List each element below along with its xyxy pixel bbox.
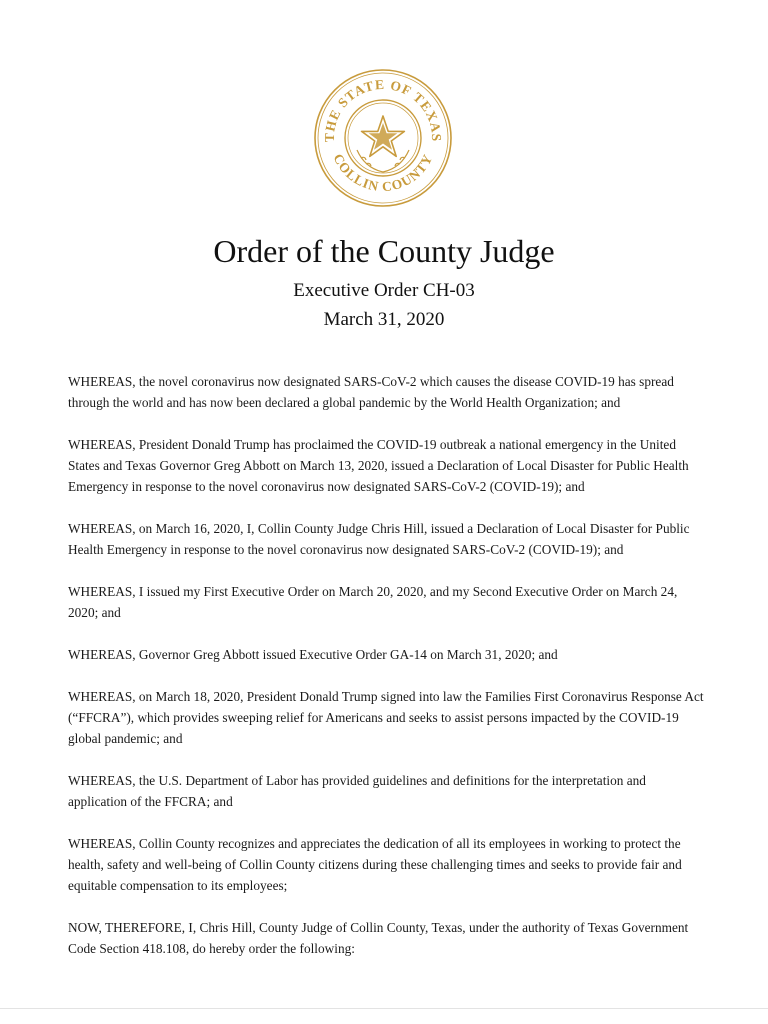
now-therefore-paragraph: NOW, THEREFORE, I, Chris Hill, County Judge of Collin County, Texas, under the authority of Texas Government Code Section 418.108, do hereby order the following: xyxy=(68,920,689,956)
whereas-paragraph: WHEREAS, on March 18, 2020, President Donald Trump signed into law the Families First Coronavirus Response Act (“FFCRA”), which provides sweeping relief for Americans and seeks to assist persons impacted by the COVID-19 global pandemic; and xyxy=(68,689,704,746)
seal-top-text: THE STATE OF TEXAS xyxy=(321,76,445,143)
order-date: March 31, 2020 xyxy=(323,309,445,330)
whereas-paragraph: WHEREAS, on March 16, 2020, I, Collin County Judge Chris Hill, issued a Declaration of Local Disaster for Public Health Emergency in response to the novel coronavirus now designated SARS-CoV-2 (COVID-19); and xyxy=(68,521,690,557)
collin-county-seal xyxy=(313,68,453,208)
whereas-paragraph: WHEREAS, Governor Greg Abbott issued Executive Order GA-14 on March 31, 2020; and xyxy=(68,647,558,662)
star-icon xyxy=(362,116,405,156)
whereas-paragraph: WHEREAS, President Donald Trump has proclaimed the COVID-19 outbreak a national emergency in the United States and Texas Governor Greg Abbott on March 13, 2020, issued a Declaration of Local Disaster for Public Health Emergency in response to the novel coronavirus now designated SARS-CoV-2 (COVID-19); and xyxy=(68,437,689,494)
order-body xyxy=(68,371,704,980)
order-number: Executive Order CH-03 xyxy=(293,280,475,301)
seal-bottom-text: COLLIN COUNTY xyxy=(330,151,436,195)
whereas-paragraph: WHEREAS, the novel coronavirus now designated SARS-CoV-2 which causes the disease COVID-19 has spread through the world and has now been declared a global pandemic by the World Health Organization; and xyxy=(68,374,674,410)
whereas-paragraph: WHEREAS, the U.S. Department of Labor has provided guidelines and definitions for the interpretation and application of the FFCRA; and xyxy=(68,773,646,809)
whereas-paragraph: WHEREAS, I issued my First Executive Order on March 20, 2020, and my Second Executive Order on March 24, 2020; and xyxy=(68,584,678,620)
whereas-paragraph: WHEREAS, Collin County recognizes and appreciates the dedication of all its employees in working to protect the health, safety and well-being of Collin County citizens during these challenging times and seeks to provide fair and equitable compensation to its employees; xyxy=(68,836,682,893)
next-page xyxy=(0,1009,768,1024)
leaf-branch-icon xyxy=(357,150,409,172)
page-title: Order of the County Judge xyxy=(213,233,555,269)
